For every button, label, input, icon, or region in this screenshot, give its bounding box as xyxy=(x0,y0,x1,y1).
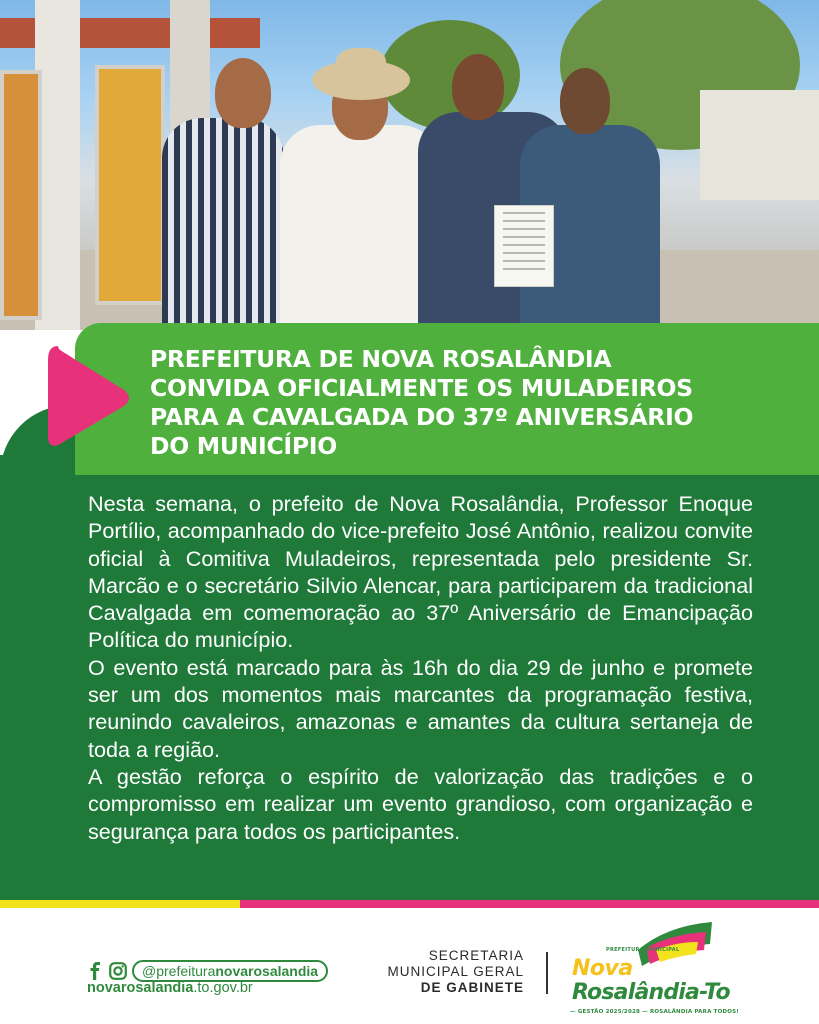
headline-line: CONVIDA OFICIALMENTE OS MULADEIROS xyxy=(150,374,693,402)
yellow-stripe xyxy=(0,900,240,908)
footer xyxy=(0,908,819,1024)
facebook-icon[interactable] xyxy=(86,962,104,980)
logo-tagline: — GESTÃO 2025/2028 — ROSALÂNDIA PARA TODOS! xyxy=(570,1009,739,1015)
website-link[interactable] xyxy=(87,980,253,996)
article-paragraph: Nesta semana, o prefeito de Nova Rosalândia, Professor Enoque Portílio, acompanhado do vice-prefeito José Antônio, realizou convite oficial à Comitiva Muladeiros, representada pelo presidente Sr. Marcão e o secretário Silvio Alencar, para participarem da tradicional Cavalgada em comemoração ao 37º Aniversário de Emancipação Política do município. xyxy=(88,491,753,653)
invitation-document xyxy=(494,205,554,287)
person-shirt xyxy=(280,125,440,330)
background-building xyxy=(700,90,819,200)
handle-name: novarosalandia xyxy=(215,963,319,979)
article-paragraph: O evento está marcado para às 16h do dia 29 de junho e promete ser um dos momentos mais marcantes da programação festiva, reunindo cavaleiros, amazonas e amantes da cultura sertaneja de toda a região. xyxy=(88,654,753,762)
headline-line: DO MUNICÍPIO xyxy=(150,432,337,460)
headline-line: PARA A CAVALGADA DO 37º ANIVERSÁRIO xyxy=(150,403,694,431)
logo-rosalandia: Rosalândia-To xyxy=(572,980,730,1005)
play-triangle-icon xyxy=(48,338,132,458)
flag-logo-icon xyxy=(636,920,716,970)
person-head xyxy=(452,54,504,120)
logo-nova: Nova xyxy=(572,956,633,981)
headline xyxy=(150,345,790,461)
article-body xyxy=(88,490,753,845)
handle-prefix: @prefeitura xyxy=(142,963,216,979)
logo-top-text: PREFEITURA MUNICIPAL xyxy=(606,947,680,953)
headline-line: PREFEITURA DE NOVA ROSALÂNDIA xyxy=(150,345,612,373)
person-head xyxy=(215,58,271,128)
pink-stripe xyxy=(240,900,819,908)
footer-divider xyxy=(546,952,548,994)
article-paragraph: A gestão reforça o espírito de valorização das tradições e o compromisso em realizar um evento grandioso, com organização e segurança para todos os participantes. xyxy=(88,763,753,844)
municipality-logo xyxy=(566,920,766,1020)
site-suffix: .to.gov.br xyxy=(193,980,253,996)
department-name xyxy=(360,948,524,996)
background-fridge xyxy=(95,65,165,305)
header-photo xyxy=(0,0,819,330)
instagram-icon[interactable] xyxy=(109,962,127,980)
site-domain: novarosalandia xyxy=(87,980,194,996)
person-head xyxy=(560,68,610,134)
cowboy-hat-crown xyxy=(336,48,386,82)
social-handle[interactable] xyxy=(132,960,328,982)
background-fridge xyxy=(0,70,42,320)
department-line: DE GABINETE xyxy=(420,980,524,995)
department-line: SECRETARIA xyxy=(428,948,524,963)
social-links xyxy=(86,960,328,982)
department-line: MUNICIPAL GERAL xyxy=(387,964,524,979)
person-shirt xyxy=(162,118,284,330)
